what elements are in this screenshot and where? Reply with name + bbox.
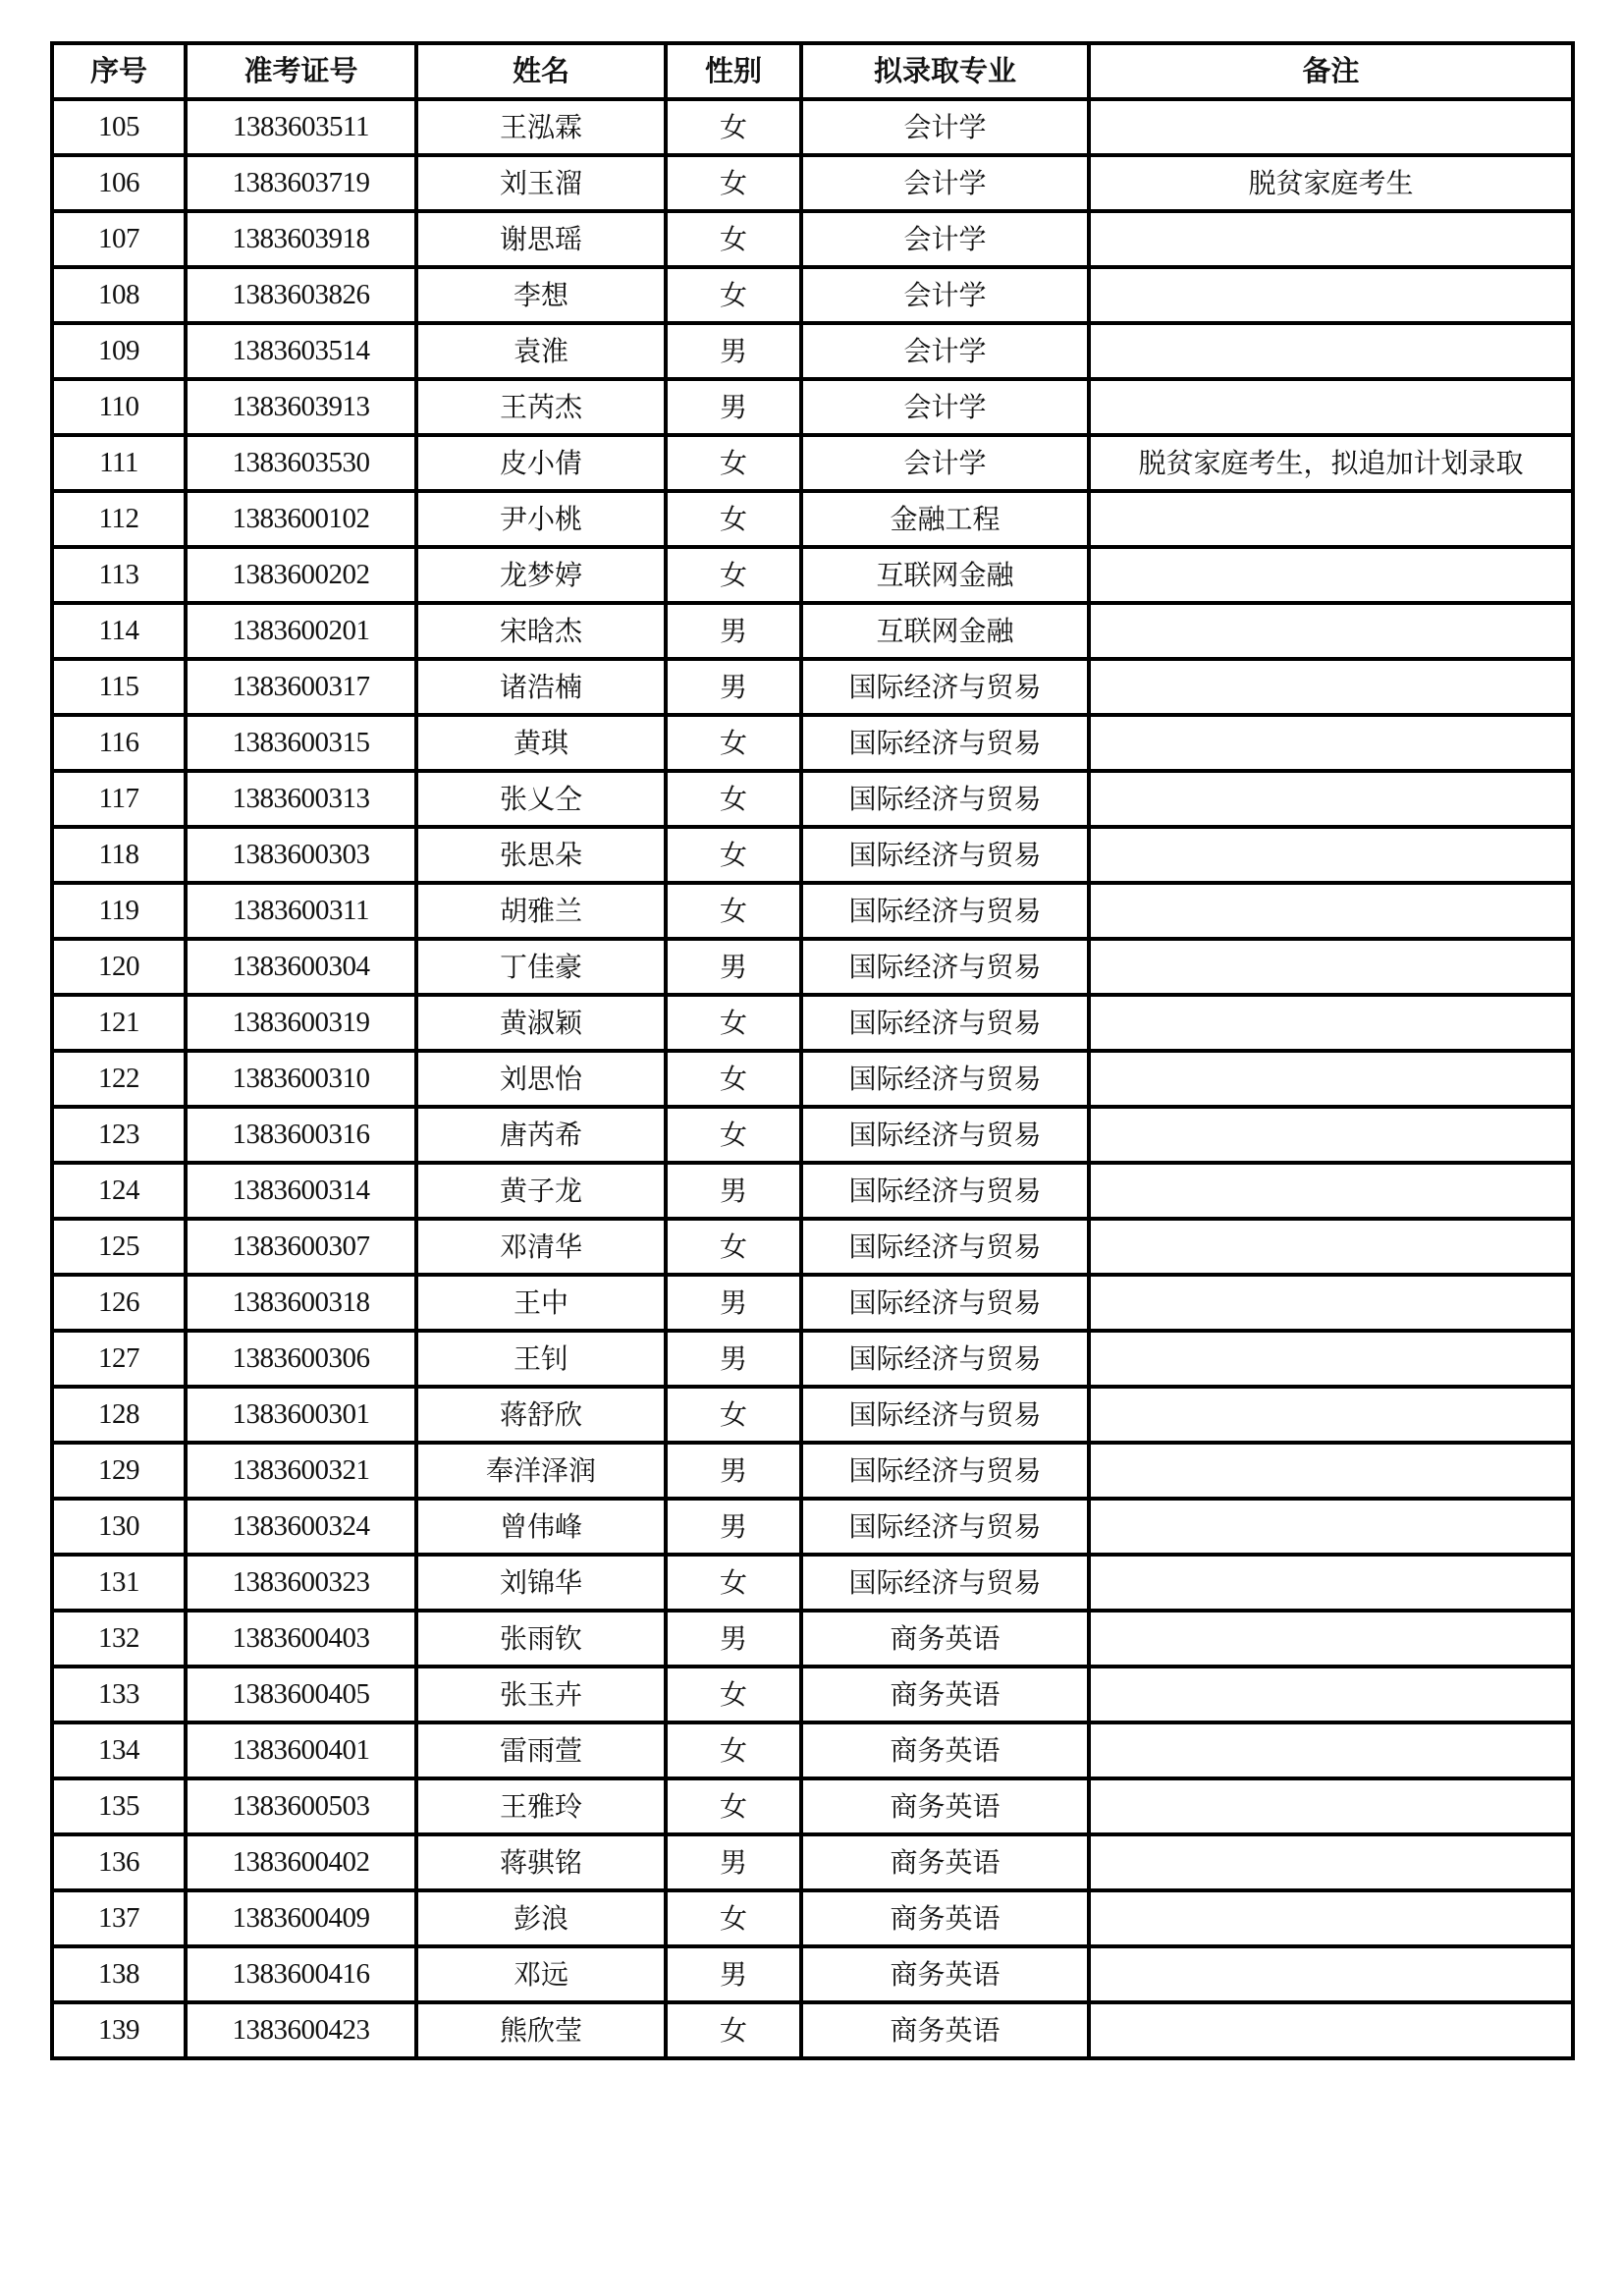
table-row [52,99,1573,155]
cell-seq: 129 [52,1443,186,1499]
cell-gender: 女 [666,1778,801,1834]
cell-exam-id: 1383600318 [186,1275,416,1331]
cell-exam-id: 1383603913 [186,379,416,435]
cell-name: 雷雨萱 [416,1722,666,1778]
cell-seq: 131 [52,1555,186,1611]
cell-seq: 139 [52,2002,186,2058]
cell-gender: 女 [666,883,801,939]
cell-major: 国际经济与贸易 [801,1051,1089,1107]
cell-major: 商务英语 [801,1890,1089,1946]
cell-major: 商务英语 [801,1667,1089,1722]
table-row [52,379,1573,435]
cell-major: 国际经济与贸易 [801,1107,1089,1163]
cell-exam-id: 1383600405 [186,1667,416,1722]
cell-note [1089,603,1573,659]
cell-name: 黄琪 [416,715,666,771]
cell-exam-id: 1383600401 [186,1722,416,1778]
cell-major: 国际经济与贸易 [801,715,1089,771]
cell-gender: 女 [666,155,801,211]
cell-exam-id: 1383600409 [186,1890,416,1946]
cell-name: 张乂仝 [416,771,666,827]
cell-exam-id: 1383600102 [186,491,416,547]
cell-exam-id: 1383603918 [186,211,416,267]
cell-major: 会计学 [801,155,1089,211]
cell-name: 邓清华 [416,1219,666,1275]
cell-gender: 女 [666,1667,801,1722]
cell-note [1089,1219,1573,1275]
cell-exam-id: 1383600306 [186,1331,416,1387]
cell-note [1089,1890,1573,1946]
cell-note [1089,939,1573,995]
table-row [52,1946,1573,2002]
cell-seq: 108 [52,267,186,323]
cell-exam-id: 1383600503 [186,1778,416,1834]
table-row [52,603,1573,659]
cell-major: 互联网金融 [801,547,1089,603]
cell-gender: 女 [666,771,801,827]
cell-exam-id: 1383600310 [186,1051,416,1107]
cell-gender: 女 [666,1051,801,1107]
cell-exam-id: 1383600307 [186,1219,416,1275]
header-gender: 性别 [666,43,801,99]
cell-gender: 女 [666,827,801,883]
cell-note [1089,659,1573,715]
cell-major: 会计学 [801,99,1089,155]
table-row [52,1107,1573,1163]
cell-exam-id: 1383603514 [186,323,416,379]
cell-major: 会计学 [801,435,1089,491]
cell-name: 唐芮希 [416,1107,666,1163]
cell-seq: 110 [52,379,186,435]
cell-note [1089,1051,1573,1107]
cell-major: 会计学 [801,323,1089,379]
cell-major: 商务英语 [801,2002,1089,2058]
cell-major: 金融工程 [801,491,1089,547]
cell-seq: 115 [52,659,186,715]
cell-exam-id: 1383600311 [186,883,416,939]
cell-gender: 女 [666,211,801,267]
cell-major: 会计学 [801,267,1089,323]
cell-note [1089,771,1573,827]
cell-note [1089,1555,1573,1611]
cell-gender: 男 [666,1499,801,1555]
cell-seq: 127 [52,1331,186,1387]
cell-exam-id: 1383600316 [186,1107,416,1163]
cell-gender: 女 [666,1890,801,1946]
cell-seq: 111 [52,435,186,491]
cell-gender: 男 [666,1834,801,1890]
cell-name: 刘锦华 [416,1555,666,1611]
cell-note [1089,1834,1573,1890]
cell-gender: 女 [666,1387,801,1443]
table-row [52,883,1573,939]
table-row [52,1051,1573,1107]
cell-exam-id: 1383603511 [186,99,416,155]
cell-note [1089,1946,1573,2002]
cell-seq: 137 [52,1890,186,1946]
cell-seq: 136 [52,1834,186,1890]
table-row [52,715,1573,771]
cell-seq: 121 [52,995,186,1051]
table-row [52,1499,1573,1555]
cell-gender: 女 [666,435,801,491]
table-row [52,267,1573,323]
cell-gender: 男 [666,603,801,659]
cell-note [1089,491,1573,547]
cell-exam-id: 1383600416 [186,1946,416,2002]
cell-name: 刘思怡 [416,1051,666,1107]
cell-note [1089,995,1573,1051]
cell-gender: 女 [666,491,801,547]
cell-note [1089,1331,1573,1387]
cell-gender: 女 [666,995,801,1051]
table-row [52,1890,1573,1946]
admission-table [50,41,1575,2060]
table-row [52,323,1573,379]
cell-name: 奉洋泽润 [416,1443,666,1499]
table-row [52,1834,1573,1890]
cell-name: 熊欣莹 [416,2002,666,2058]
cell-name: 蒋骐铭 [416,1834,666,1890]
cell-exam-id: 1383600313 [186,771,416,827]
cell-note [1089,883,1573,939]
cell-major: 互联网金融 [801,603,1089,659]
header-major: 拟录取专业 [801,43,1089,99]
cell-name: 彭浪 [416,1890,666,1946]
cell-gender: 男 [666,659,801,715]
cell-gender: 男 [666,1163,801,1219]
cell-name: 王芮杰 [416,379,666,435]
cell-major: 国际经济与贸易 [801,939,1089,995]
cell-seq: 128 [52,1387,186,1443]
cell-seq: 105 [52,99,186,155]
cell-note [1089,1443,1573,1499]
cell-seq: 119 [52,883,186,939]
cell-major: 国际经济与贸易 [801,659,1089,715]
cell-gender: 男 [666,1611,801,1667]
cell-seq: 109 [52,323,186,379]
header-exam-id: 准考证号 [186,43,416,99]
cell-note [1089,1107,1573,1163]
cell-name: 王泓霖 [416,99,666,155]
table-row [52,1555,1573,1611]
cell-note [1089,379,1573,435]
cell-major: 国际经济与贸易 [801,1387,1089,1443]
cell-exam-id: 1383603826 [186,267,416,323]
cell-note [1089,1499,1573,1555]
cell-note [1089,1275,1573,1331]
cell-seq: 124 [52,1163,186,1219]
table-header-row [52,43,1573,99]
table-row [52,827,1573,883]
cell-exam-id: 1383600201 [186,603,416,659]
cell-gender: 女 [666,715,801,771]
cell-name: 蒋舒欣 [416,1387,666,1443]
cell-major: 商务英语 [801,1834,1089,1890]
cell-exam-id: 1383603530 [186,435,416,491]
cell-major: 国际经济与贸易 [801,771,1089,827]
cell-name: 李想 [416,267,666,323]
cell-seq: 122 [52,1051,186,1107]
cell-major: 国际经济与贸易 [801,1331,1089,1387]
cell-name: 邓远 [416,1946,666,2002]
cell-major: 会计学 [801,379,1089,435]
cell-name: 诸浩楠 [416,659,666,715]
cell-note [1089,1778,1573,1834]
cell-major: 商务英语 [801,1722,1089,1778]
cell-exam-id: 1383600323 [186,1555,416,1611]
table-row [52,547,1573,603]
header-name: 姓名 [416,43,666,99]
cell-name: 张雨钦 [416,1611,666,1667]
table-row [52,659,1573,715]
cell-note [1089,2002,1573,2058]
cell-gender: 女 [666,2002,801,2058]
cell-exam-id: 1383603719 [186,155,416,211]
cell-name: 王中 [416,1275,666,1331]
cell-exam-id: 1383600423 [186,2002,416,2058]
cell-exam-id: 1383600402 [186,1834,416,1890]
cell-note [1089,1611,1573,1667]
cell-exam-id: 1383600202 [186,547,416,603]
cell-seq: 107 [52,211,186,267]
cell-gender: 男 [666,1946,801,2002]
cell-name: 黄淑颖 [416,995,666,1051]
cell-seq: 126 [52,1275,186,1331]
cell-seq: 106 [52,155,186,211]
cell-seq: 138 [52,1946,186,2002]
cell-name: 谢思瑶 [416,211,666,267]
table-row [52,211,1573,267]
cell-name: 龙梦婷 [416,547,666,603]
cell-note [1089,99,1573,155]
table-row [52,1219,1573,1275]
table-row [52,995,1573,1051]
cell-seq: 135 [52,1778,186,1834]
table-row [52,1443,1573,1499]
cell-gender: 男 [666,379,801,435]
cell-note: 脱贫家庭考生，拟追加计划录取 [1089,435,1573,491]
cell-gender: 女 [666,1107,801,1163]
table-row [52,1163,1573,1219]
cell-name: 皮小倩 [416,435,666,491]
cell-gender: 女 [666,1722,801,1778]
cell-exam-id: 1383600301 [186,1387,416,1443]
cell-exam-id: 1383600314 [186,1163,416,1219]
cell-seq: 125 [52,1219,186,1275]
cell-seq: 132 [52,1611,186,1667]
cell-note [1089,827,1573,883]
cell-seq: 114 [52,603,186,659]
cell-seq: 120 [52,939,186,995]
cell-note [1089,547,1573,603]
cell-gender: 男 [666,323,801,379]
table-row [52,1611,1573,1667]
cell-name: 胡雅兰 [416,883,666,939]
cell-seq: 112 [52,491,186,547]
cell-seq: 123 [52,1107,186,1163]
cell-exam-id: 1383600315 [186,715,416,771]
cell-gender: 女 [666,1555,801,1611]
cell-name: 尹小桃 [416,491,666,547]
cell-note [1089,323,1573,379]
cell-name: 张思朵 [416,827,666,883]
cell-name: 王钊 [416,1331,666,1387]
cell-major: 国际经济与贸易 [801,1499,1089,1555]
cell-gender: 女 [666,99,801,155]
table-row [52,939,1573,995]
cell-seq: 130 [52,1499,186,1555]
cell-note [1089,1387,1573,1443]
cell-major: 国际经济与贸易 [801,827,1089,883]
admission-list-page [50,41,1575,2060]
cell-major: 国际经济与贸易 [801,1163,1089,1219]
table-row [52,2002,1573,2058]
cell-major: 国际经济与贸易 [801,1555,1089,1611]
table-row [52,435,1573,491]
cell-major: 商务英语 [801,1778,1089,1834]
cell-seq: 117 [52,771,186,827]
table-row [52,1387,1573,1443]
cell-gender: 男 [666,1331,801,1387]
cell-note [1089,211,1573,267]
cell-seq: 113 [52,547,186,603]
cell-gender: 女 [666,547,801,603]
cell-gender: 男 [666,1443,801,1499]
cell-name: 王雅玲 [416,1778,666,1834]
table-row [52,1722,1573,1778]
cell-exam-id: 1383600324 [186,1499,416,1555]
cell-exam-id: 1383600321 [186,1443,416,1499]
cell-exam-id: 1383600304 [186,939,416,995]
table-body [52,99,1573,2058]
cell-major: 商务英语 [801,1946,1089,2002]
cell-major: 国际经济与贸易 [801,1275,1089,1331]
cell-major: 商务英语 [801,1611,1089,1667]
cell-name: 丁佳豪 [416,939,666,995]
cell-exam-id: 1383600317 [186,659,416,715]
header-note: 备注 [1089,43,1573,99]
cell-major: 会计学 [801,211,1089,267]
cell-name: 张玉卉 [416,1667,666,1722]
cell-major: 国际经济与贸易 [801,883,1089,939]
cell-note [1089,715,1573,771]
table-row [52,155,1573,211]
cell-major: 国际经济与贸易 [801,1443,1089,1499]
cell-gender: 男 [666,1275,801,1331]
cell-seq: 134 [52,1722,186,1778]
cell-note [1089,1722,1573,1778]
cell-note [1089,267,1573,323]
cell-name: 刘玉溜 [416,155,666,211]
cell-exam-id: 1383600403 [186,1611,416,1667]
cell-major: 国际经济与贸易 [801,995,1089,1051]
cell-name: 黄子龙 [416,1163,666,1219]
table-row [52,1331,1573,1387]
cell-name: 袁淮 [416,323,666,379]
cell-name: 曾伟峰 [416,1499,666,1555]
cell-name: 宋晗杰 [416,603,666,659]
table-row [52,1275,1573,1331]
table-row [52,1667,1573,1722]
table-row [52,771,1573,827]
cell-exam-id: 1383600319 [186,995,416,1051]
cell-note [1089,1667,1573,1722]
header-seq: 序号 [52,43,186,99]
cell-seq: 118 [52,827,186,883]
cell-exam-id: 1383600303 [186,827,416,883]
cell-major: 国际经济与贸易 [801,1219,1089,1275]
cell-gender: 女 [666,267,801,323]
cell-seq: 133 [52,1667,186,1722]
cell-seq: 116 [52,715,186,771]
cell-gender: 女 [666,1219,801,1275]
cell-note [1089,1163,1573,1219]
table-row [52,491,1573,547]
cell-note: 脱贫家庭考生 [1089,155,1573,211]
cell-gender: 男 [666,939,801,995]
table-row [52,1778,1573,1834]
